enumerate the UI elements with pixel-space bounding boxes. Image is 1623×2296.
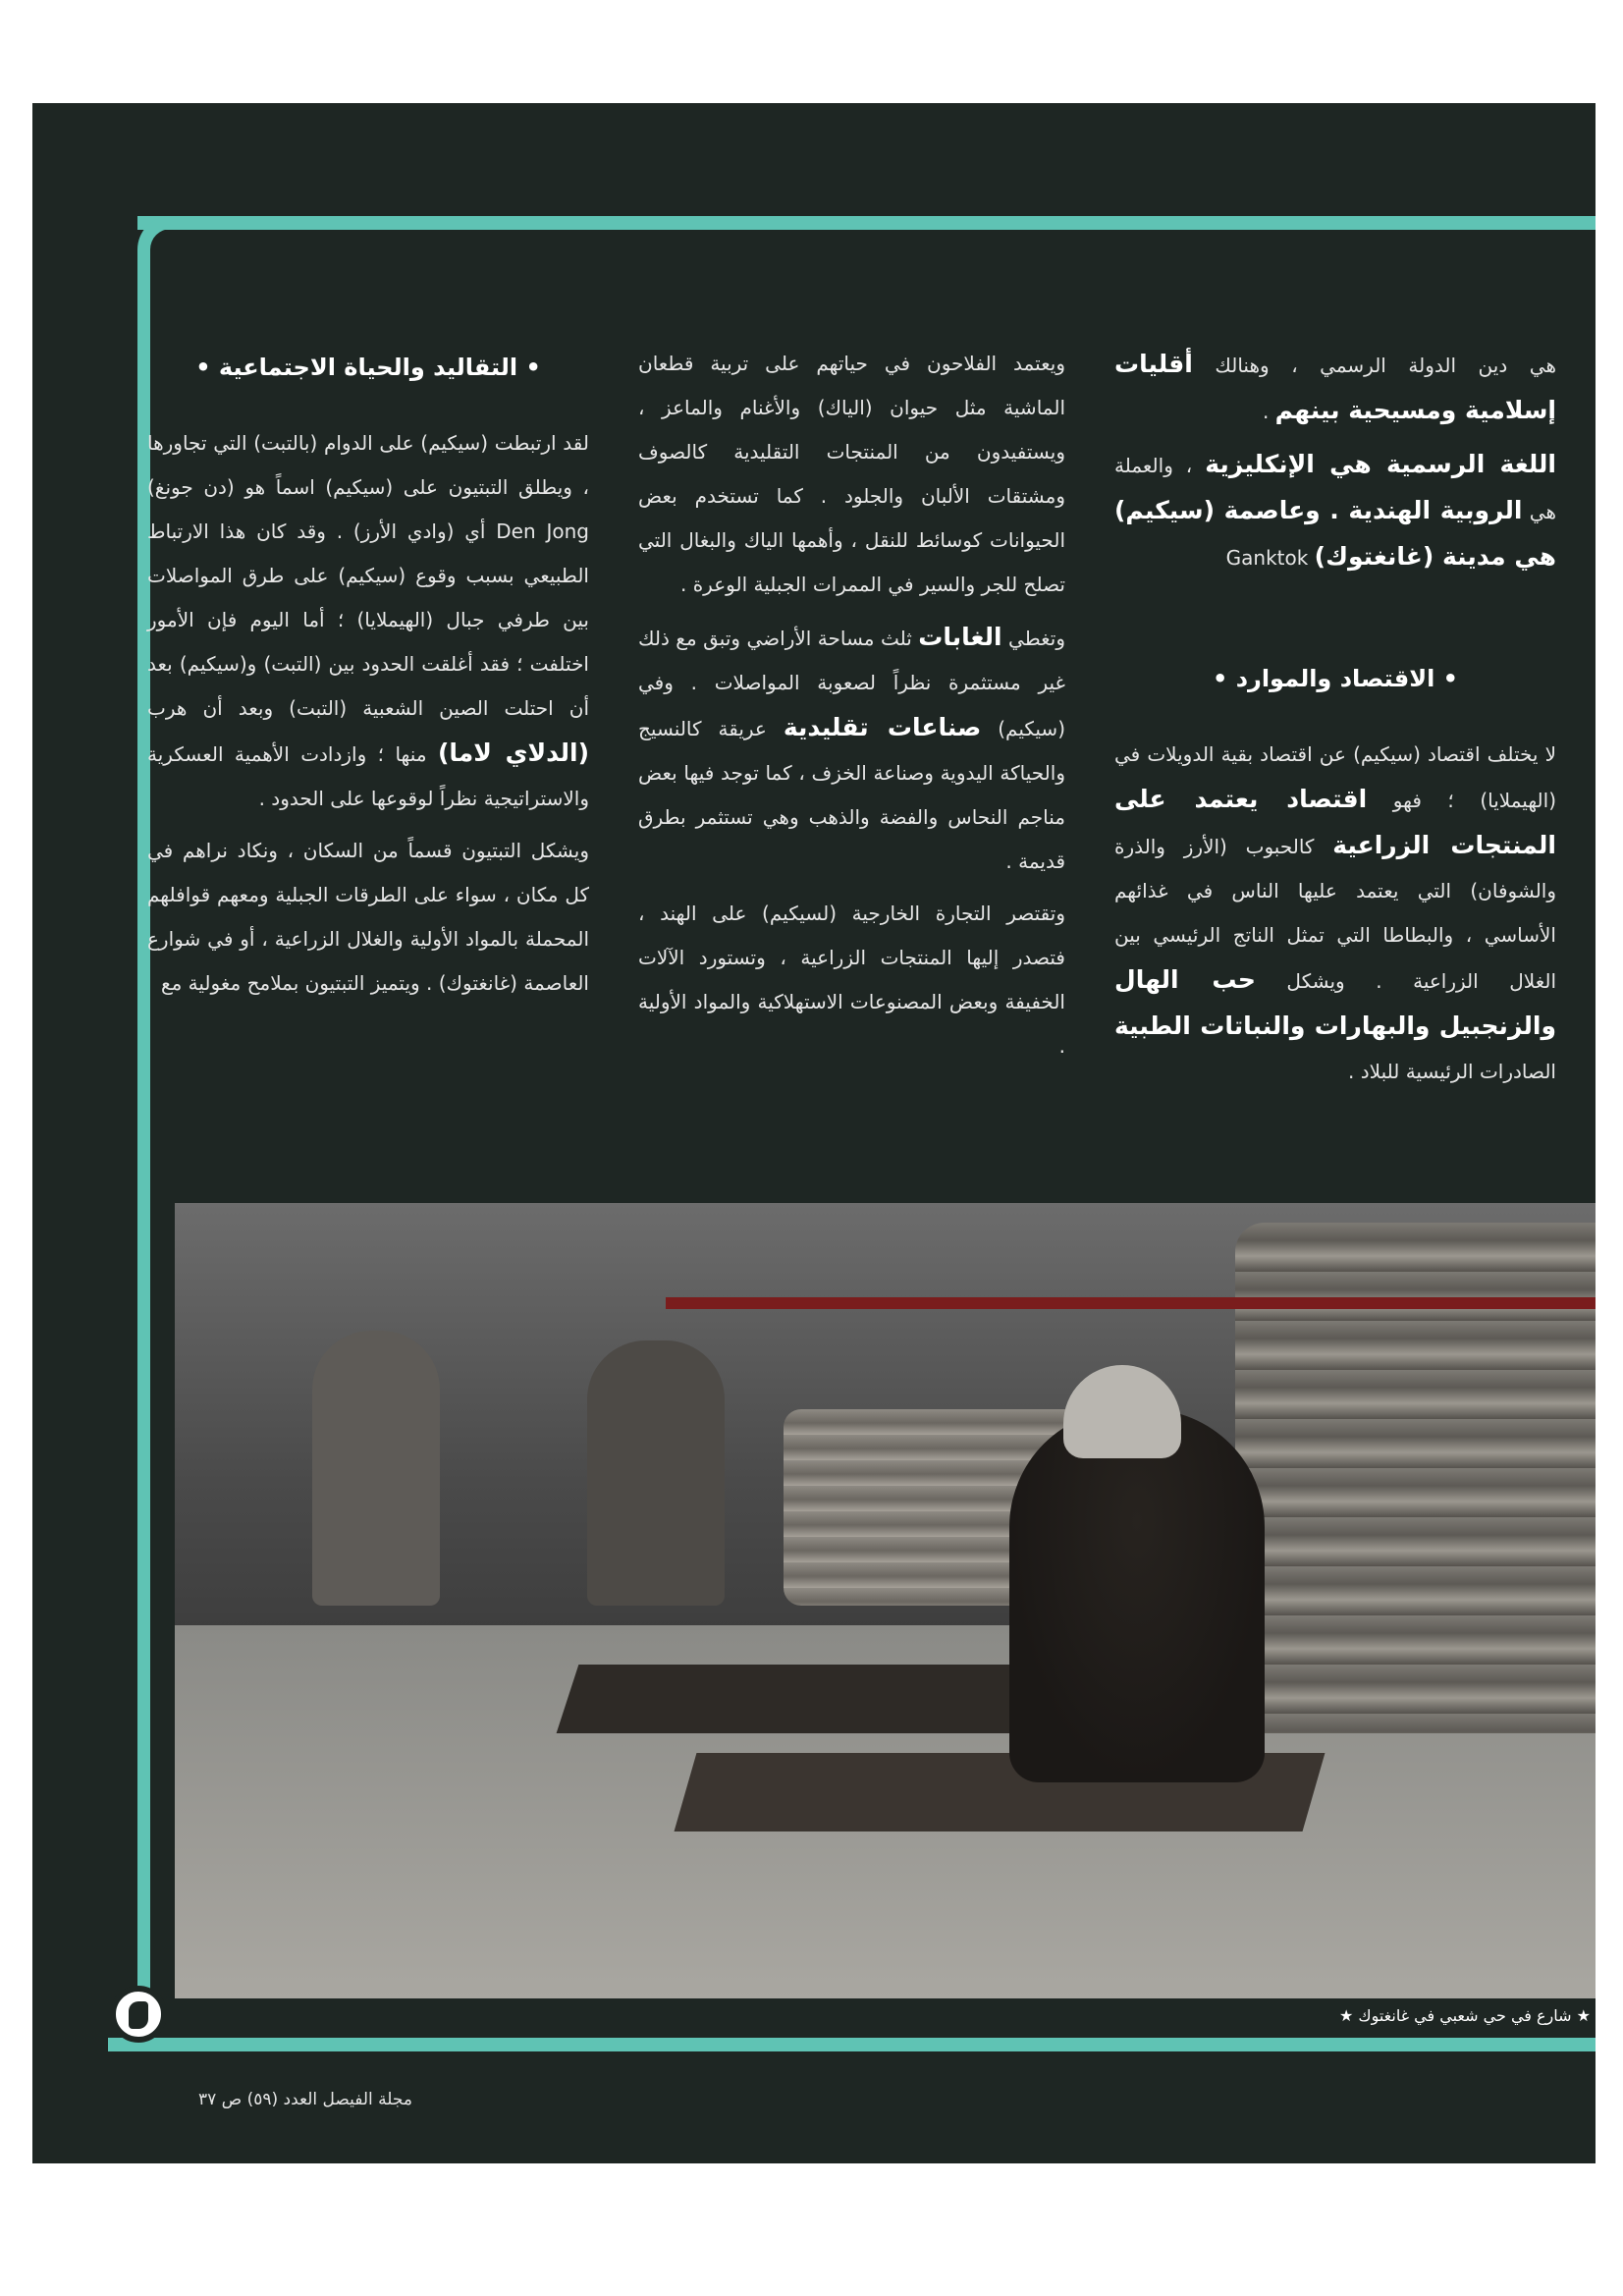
photo-scan-artifact [666, 1297, 1596, 1309]
text-run: هي دين الدولة الرسمي ، وهنالك [1192, 354, 1556, 377]
text-run: كالحبوب (الأرز والذرة والشوفان) التي يعتمد عليها الناس في غذائهم الأساسي ، والبطاطا التي تمثل الناتج الرئيسي بين الغلال الزراعية . ويشكل [1114, 835, 1556, 993]
emphasis-text: الروبية الهندية . وعاصمة (سيكيم) هي مدينة (غانغتوك) [1114, 496, 1556, 571]
text-run: عريقة كالنسيج والحياكة اليدوية وصناعة الخزف ، كما توجد فيها بعض مناجم النحاس والفضة والذهب وهي تستثمر بطرق قديمة . [638, 717, 1065, 873]
section-heading-traditions: • التقاليد والحياة الاجتماعية • [195, 354, 541, 381]
emphasis-text: اقتصاد يعتمد على المنتجات الزراعية [1114, 785, 1556, 859]
photo-tailor-foreground [1009, 1409, 1265, 1782]
emphasis-text: اللغة الرسمية هي الإنكليزية [1205, 450, 1556, 478]
paragraph: وتقتصر التجارة الخارجية (لسيكيم) على الهند ، فتصدر إليها المنتجات الزراعية ، وتستورد الآلات الخفيفة وبعض المصنوعات الاستهلاكية والمواد الأولية . [638, 902, 1065, 1058]
text-run: وتغطي [1001, 627, 1066, 650]
emphasis-text: الغابات [918, 623, 1002, 651]
article-column-right [1114, 342, 1556, 1102]
text-run: أي (وادي الأرز) . وقد كان هذا الارتباط الطبيعي بسبب وقوع (سيكيم) على طرق المواصلات بين طرفي جبال (الهيملايا) ؛ أما اليوم فإن الأمور اختلفت ؛ فقد أغلقت الحدود بين (التبت) و(سيكيم) بعد أن احتلت الصين الشعبية (التبت) وبعد أن هرب [147, 519, 589, 720]
text-run: ثلث مساحة الأراضي وتبق مع ذلك غير مستثمرة نظراً لصعوبة المواصلات . وفي (سيكيم) [638, 627, 1065, 740]
text-run: لا يختلف اقتصاد (سيكيم) عن اقتصاد بقية الدويلات في (الهيملايا) ؛ فهو [1114, 742, 1556, 812]
paragraph [1114, 342, 1556, 434]
accent-border-bottom [108, 2038, 1596, 2051]
photo-knit-hat [1063, 1365, 1181, 1458]
street-tailors-photo [175, 1203, 1596, 1998]
photo-boy [587, 1340, 725, 1606]
page-footer: مجلة الفيصل العدد (٥٩) ص ٣٧ [197, 2090, 412, 2109]
photo-caption: ★ شارع في حي شعبي في غانغتوك ★ [1338, 2006, 1591, 2025]
paragraph: ويشكل التبتيون قسماً من السكان ، ونكاد نراهم في كل مكان ، سواء على الطرقات الجبلية ومعهم قوافلهم المحملة بالمواد الأولية والغلال الزراعية ، أو في شوارع العاصمة (غانغتوك) . ويتميز التبتيون بملامح مغولية مع [147, 839, 589, 995]
latin-term: Den Jong [496, 519, 589, 543]
article-column-middle [638, 342, 1065, 1076]
paragraph: ويعتمد الفلاحون في حياتهم على تربية قطعان الماشية مثل حيوان (الياك) والأغنام والماعز ، ويستفيدون من المنتجات التقليدية كالصوف ومشتقات الألبان والجلود . كما تستخدم بعض الحيوانات كوسائط للنقل ، وأهمها الياك والبغال التي تصلح للجر والسير في الممرات الجبلية الوعرة . [638, 352, 1065, 596]
accent-border-top [137, 216, 1596, 230]
text-run: لقد ارتبطت (سيكيم) على الدوام (بالتبت) التي تجاورها ، ويطلق التبتيون على (سيكيم) اسماً هو (دن جونغ) [147, 431, 589, 499]
paragraph [1114, 733, 1556, 1094]
article-column-left [147, 346, 589, 1013]
emphasis-text: صناعات تقليدية [783, 713, 982, 741]
paragraph [638, 615, 1065, 884]
emphasis-text: أقليات إسلامية ومسيحية بينهم [1114, 350, 1556, 424]
text-run: . [1262, 400, 1275, 423]
emphasis-text: (الدلاي لاما) [437, 738, 589, 767]
text-run: الصادرات الرئيسية للبلاد . [1348, 1060, 1556, 1083]
latin-term: Ganktok [1225, 546, 1309, 570]
section-heading-economy: • الاقتصاد والموارد • [1213, 665, 1458, 692]
page-map-icon [110, 1986, 167, 2043]
emphasis-text: حب الهال والزنجبيل والبهارات والنباتات الطبية [1114, 965, 1556, 1040]
paragraph [1114, 442, 1556, 580]
photo-tailor-left [312, 1331, 440, 1606]
paragraph [147, 421, 589, 821]
text-run: ، والعملة هي [1114, 454, 1557, 523]
map-silhouette [129, 2001, 148, 2029]
text-run: منها ؛ وازدادت الأهمية العسكرية والاستراتيجية نظراً لوقوعها على الحدود . [147, 742, 589, 810]
